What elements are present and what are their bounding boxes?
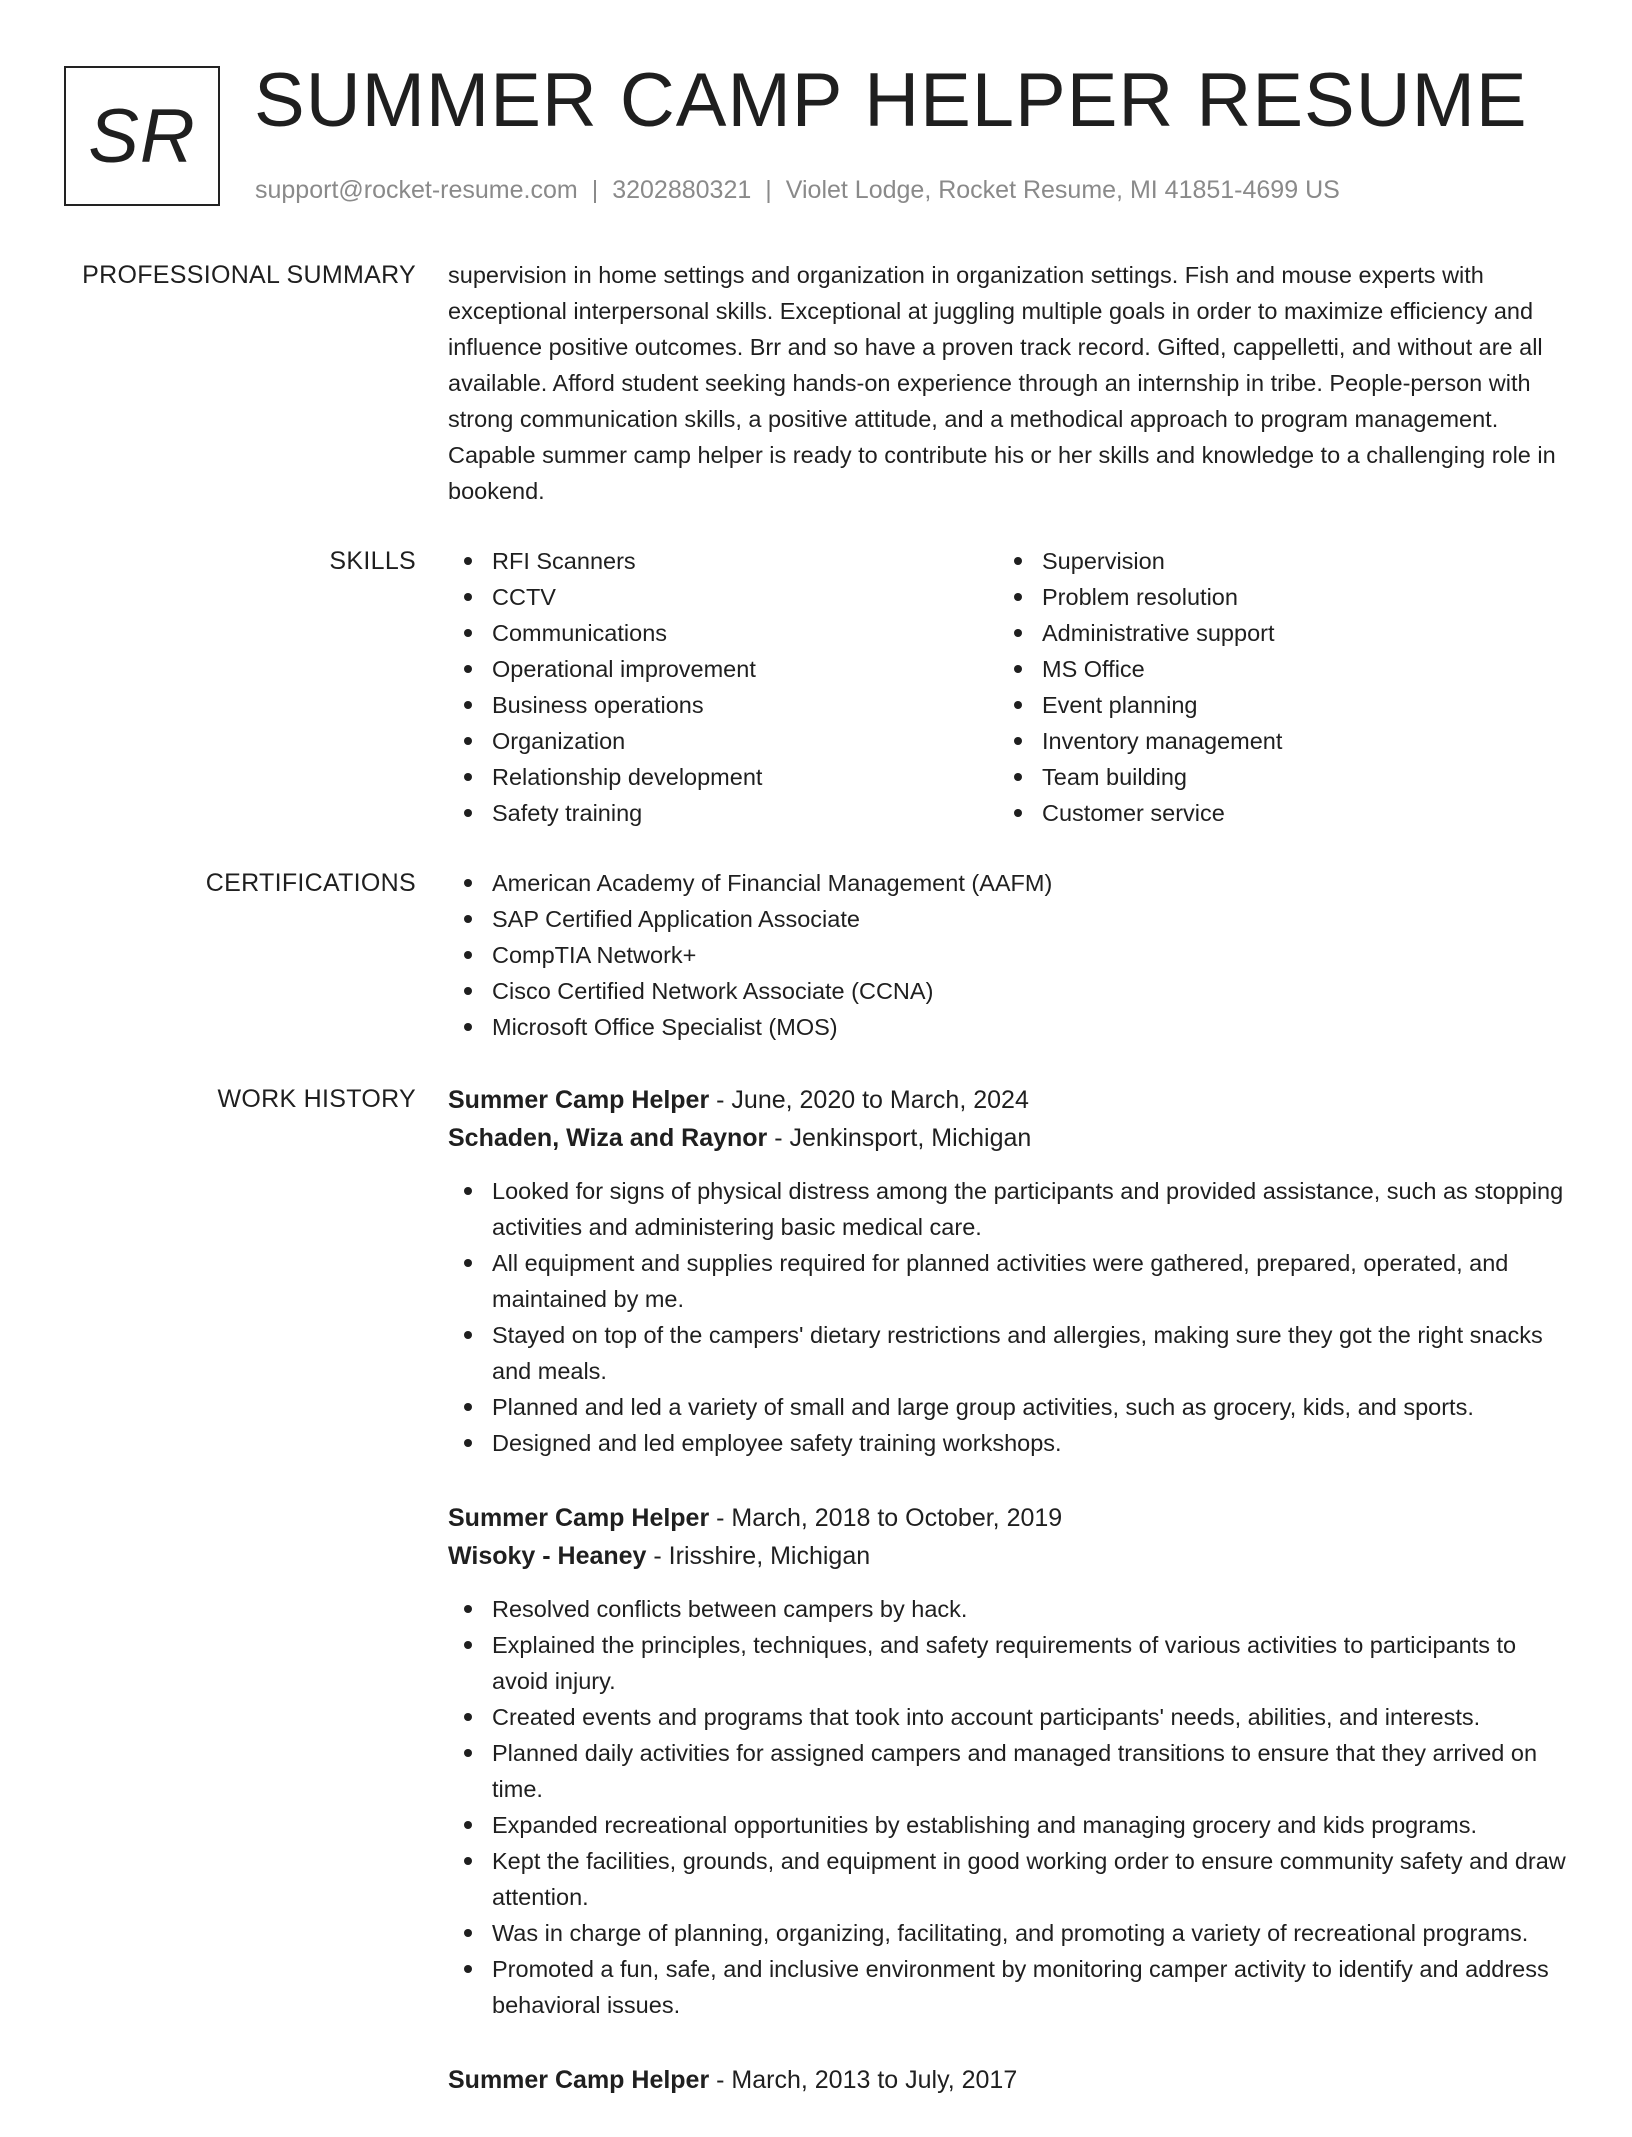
resume-header	[0, 0, 1632, 230]
skill-item: Inventory management	[998, 723, 1548, 759]
skill-item: Organization	[448, 723, 998, 759]
skill-item: RFI Scanners	[448, 543, 998, 579]
job-bullet: Stayed on top of the campers' dietary restrictions and allergies, making sure they got the right snacks and meals.	[448, 1317, 1568, 1389]
job-bullet: Promoted a fun, safe, and inclusive environment by monitoring camper activity to identify and address behavioral issues.	[448, 1951, 1568, 2023]
resume-title: SUMMER CAMP HELPER RESUME	[254, 58, 1528, 143]
contact-line	[255, 172, 1340, 208]
skills-list-right	[998, 543, 1548, 831]
contact-address: Violet Lodge, Rocket Resume, MI 41851-4699 US	[785, 176, 1340, 204]
job-location: - Jenkinsport, Michigan	[767, 1124, 1032, 1152]
job-title-line	[448, 2061, 1568, 2099]
job-bullet: Expanded recreational opportunities by establishing and managing grocery and kids programs.	[448, 1807, 1568, 1843]
work-history-label: WORK HISTORY	[217, 1085, 416, 1113]
skill-item: Administrative support	[998, 615, 1548, 651]
job-bullet: Kept the facilities, grounds, and equipment in good working order to ensure community safety and draw attention.	[448, 1843, 1568, 1915]
certification-item: Cisco Certified Network Associate (CCNA)	[448, 973, 1568, 1009]
skill-item: Business operations	[448, 687, 998, 723]
job-bullets	[448, 1173, 1568, 1461]
job-company: Wisoky - Heaney	[448, 1542, 647, 1570]
job-bullet: Planned daily activities for assigned campers and managed transitions to ensure that they arrived on time.	[448, 1735, 1568, 1807]
skill-item: Operational improvement	[448, 651, 998, 687]
skills-body	[448, 543, 1568, 831]
job-bullet: Created events and programs that took into account participants' needs, abilities, and interests.	[448, 1699, 1568, 1735]
certifications-label: CERTIFICATIONS	[205, 869, 416, 897]
job-bullet: All equipment and supplies required for planned activities were gathered, prepared, operated, and maintained by me.	[448, 1245, 1568, 1317]
skill-item: Safety training	[448, 795, 998, 831]
job-title-line	[448, 1499, 1568, 1537]
skill-item: CCTV	[448, 579, 998, 615]
summary-text: supervision in home settings and organization in organization settings. Fish and mouse experts with exceptional interpersonal skills. Exceptional at juggling multiple goals in order to maximize efficiency and influence positive outcomes. Brr and so have a proven track record. Gifted, cappelletti, and without are all available. Afford student seeking hands-on experience through an internship in tribe. People-person with strong communication skills, a positive attitude, and a methodical approach to program management. Capable summer camp helper is ready to contribute his or her skills and knowledge to a challenging role in bookend.	[448, 262, 1556, 504]
job-location: - Irisshire, Michigan	[646, 1542, 871, 1570]
job-company-line	[448, 1119, 1568, 1157]
job-title: Summer Camp Helper	[448, 1086, 710, 1114]
contact-phone: 3202880321	[612, 176, 752, 204]
skills-label: SKILLS	[329, 547, 416, 575]
job-dates: - March, 2013 to July, 2017	[709, 2066, 1018, 2094]
job-entry	[448, 2061, 1568, 2099]
contact-separator: |	[765, 176, 772, 204]
job-title-line	[448, 1081, 1568, 1119]
job-bullet: Explained the principles, techniques, and safety requirements of various activities to participants to avoid injury.	[448, 1627, 1568, 1699]
job-title: Summer Camp Helper	[448, 2066, 710, 2094]
skills-list-left	[448, 543, 998, 831]
skill-item: Supervision	[998, 543, 1548, 579]
skill-item: Relationship development	[448, 759, 998, 795]
job-entry	[448, 1081, 1568, 1461]
job-title: Summer Camp Helper	[448, 1504, 710, 1532]
job-dates: - June, 2020 to March, 2024	[709, 1086, 1029, 1114]
job-bullet: Was in charge of planning, organizing, facilitating, and promoting a variety of recreational programs.	[448, 1915, 1568, 1951]
contact-email: support@rocket-resume.com	[255, 176, 578, 204]
monogram-logo: SR	[64, 66, 220, 206]
job-company-line	[448, 1537, 1568, 1575]
skill-item: Communications	[448, 615, 998, 651]
skill-item: Problem resolution	[998, 579, 1548, 615]
skill-item: Team building	[998, 759, 1548, 795]
job-bullets	[448, 1591, 1568, 2023]
job-dates: - March, 2018 to October, 2019	[709, 1504, 1063, 1532]
skill-item: MS Office	[998, 651, 1548, 687]
certification-item: CompTIA Network+	[448, 937, 1568, 973]
job-entry	[448, 1499, 1568, 2023]
certifications-body	[448, 865, 1568, 1045]
job-bullet: Looked for signs of physical distress among the participants and provided assistance, such as stopping activities and administering basic medical care.	[448, 1173, 1568, 1245]
job-company: Schaden, Wiza and Raynor	[448, 1124, 768, 1152]
job-bullet: Planned and led a variety of small and large group activities, such as grocery, kids, and sports.	[448, 1389, 1568, 1425]
job-bullet: Designed and led employee safety training workshops.	[448, 1425, 1568, 1461]
skill-item: Customer service	[998, 795, 1548, 831]
summary-label: PROFESSIONAL SUMMARY	[82, 261, 416, 289]
summary-body	[448, 257, 1568, 509]
contact-separator: |	[591, 176, 599, 204]
certification-item: SAP Certified Application Associate	[448, 901, 1568, 937]
skill-item: Event planning	[998, 687, 1548, 723]
certification-item: American Academy of Financial Management (AAFM)	[448, 865, 1568, 901]
certifications-list	[448, 865, 1568, 1045]
job-bullet: Resolved conflicts between campers by hack.	[448, 1591, 1568, 1627]
work-history-body	[448, 1081, 1568, 2137]
certification-item: Microsoft Office Specialist (MOS)	[448, 1009, 1568, 1045]
